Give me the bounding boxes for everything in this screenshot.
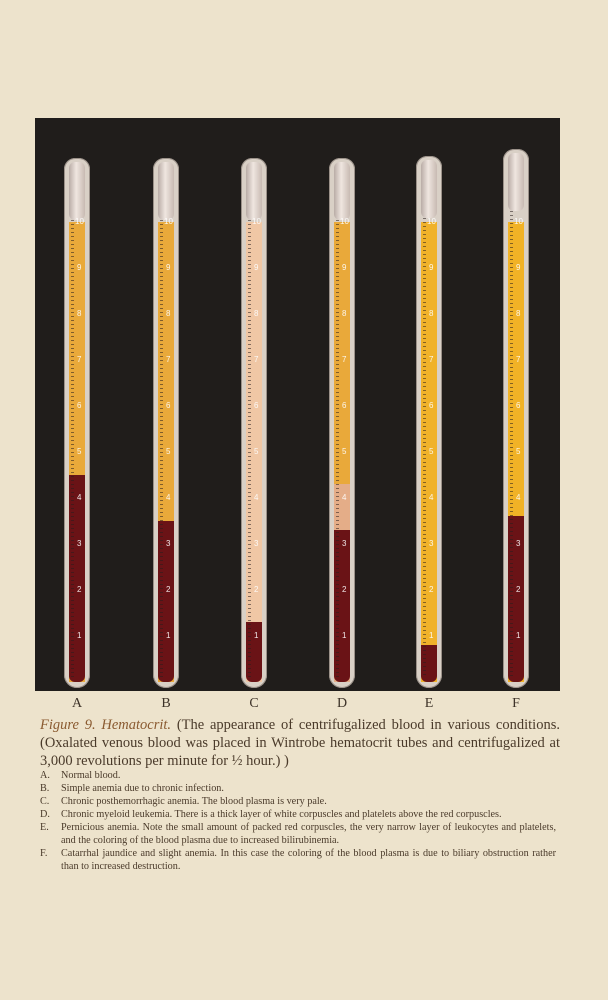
graduation-label: 4 xyxy=(254,493,259,502)
note-text: Pernicious anemia. Note the small amount of packed red corpuscles, the very narrow layer of leukocytes and platelets, and the coloring of the blood plasma due to increased bilirubinemia. xyxy=(61,822,556,846)
graduation-label: 3 xyxy=(254,539,259,548)
note-key: F. xyxy=(40,848,48,859)
note-text: Normal blood. xyxy=(61,770,121,781)
note-text: Simple anemia due to chronic infection. xyxy=(61,783,224,794)
tube-empty-glass xyxy=(246,162,262,220)
graduation-ticks xyxy=(71,220,74,678)
graduation-label: 2 xyxy=(254,585,259,594)
note-text: Catarrhal jaundice and slight anemia. In this case the coloring of the blood plasma is due to biliary obstruction rather than to increased destruction. xyxy=(61,848,556,872)
graduation-label: 9 xyxy=(429,263,434,272)
hematocrit-tube-c xyxy=(241,158,267,688)
note-item xyxy=(40,795,556,808)
graduation-label: 5 xyxy=(166,447,171,456)
graduation-label: 5 xyxy=(77,447,82,456)
graduation-label: 9 xyxy=(516,263,521,272)
graduation-label: 8 xyxy=(429,309,434,318)
tube-empty-glass xyxy=(158,162,174,220)
note-text: Chronic posthemorrhagic anemia. The blood plasma is very pale. xyxy=(61,796,327,807)
note-key: E. xyxy=(40,822,49,833)
graduation-label: 6 xyxy=(429,401,434,410)
graduation-label: 10 xyxy=(252,217,261,226)
graduation-label: 9 xyxy=(254,263,259,272)
graduation-label: 4 xyxy=(166,493,171,502)
graduation-label: 3 xyxy=(429,539,434,548)
graduation-label: 6 xyxy=(254,401,259,410)
graduation-label: 7 xyxy=(254,355,259,364)
graduation-label: 1 xyxy=(166,631,171,640)
hematocrit-tube-d xyxy=(329,158,355,688)
graduation-label: 4 xyxy=(516,493,521,502)
graduation-label: 8 xyxy=(342,309,347,318)
graduation-label: 8 xyxy=(166,309,171,318)
graduation-label: 10 xyxy=(164,217,173,226)
graduation-label: 6 xyxy=(516,401,521,410)
note-key: B. xyxy=(40,783,50,794)
graduation-label: 2 xyxy=(166,585,171,594)
graduation-label: 3 xyxy=(77,539,82,548)
graduation-label: 7 xyxy=(516,355,521,364)
tube-letter-e: E xyxy=(424,696,434,711)
note-text: Chronic myeloid leukemia. There is a thick layer of white corpuscles and platelets above the red corpuscles. xyxy=(61,809,502,820)
graduation-ticks xyxy=(160,220,163,678)
figure-label: Figure 9. Hematocrit. xyxy=(40,717,172,733)
graduation-label: 1 xyxy=(429,631,434,640)
graduation-label: 5 xyxy=(254,447,259,456)
graduation-label: 6 xyxy=(166,401,171,410)
graduation-label: 8 xyxy=(254,309,259,318)
graduation-label: 1 xyxy=(516,631,521,640)
note-item xyxy=(40,821,556,847)
graduation-label: 6 xyxy=(77,401,82,410)
graduation-label: 3 xyxy=(516,539,521,548)
tube-empty-glass xyxy=(334,162,350,220)
graduation-label: 4 xyxy=(77,493,82,502)
graduation-label: 3 xyxy=(342,539,347,548)
graduation-ticks xyxy=(510,211,513,678)
hematocrit-tube-f xyxy=(503,149,529,688)
graduation-label: 7 xyxy=(342,355,347,364)
condition-notes xyxy=(40,769,556,873)
graduation-label: 1 xyxy=(77,631,82,640)
hematocrit-tube-b xyxy=(153,158,179,688)
tube-letter-c: C xyxy=(249,696,259,711)
note-key: A. xyxy=(40,770,50,781)
graduation-label: 10 xyxy=(340,217,349,226)
note-key: C. xyxy=(40,796,50,807)
graduation-label: 10 xyxy=(514,217,523,226)
figure-caption xyxy=(40,716,560,770)
graduation-label: 9 xyxy=(77,263,82,272)
graduation-label: 6 xyxy=(342,401,347,410)
graduation-ticks xyxy=(336,220,339,678)
note-item xyxy=(40,847,556,873)
graduation-label: 10 xyxy=(75,217,84,226)
graduation-label: 1 xyxy=(342,631,347,640)
hematocrit-tube-e xyxy=(416,156,442,688)
graduation-label: 4 xyxy=(342,493,347,502)
graduation-label: 9 xyxy=(342,263,347,272)
note-item xyxy=(40,808,556,821)
graduation-label: 7 xyxy=(166,355,171,364)
note-key: D. xyxy=(40,809,50,820)
tube-letter-f: F xyxy=(512,696,520,711)
graduation-label: 9 xyxy=(166,263,171,272)
tube-letter-d: D xyxy=(336,696,348,711)
graduation-label: 8 xyxy=(77,309,82,318)
hematocrit-plate xyxy=(35,118,560,691)
tube-empty-glass xyxy=(508,153,524,211)
tube-letter-b: B xyxy=(161,696,171,711)
graduation-label: 7 xyxy=(429,355,434,364)
graduation-ticks xyxy=(423,218,426,678)
note-item xyxy=(40,782,556,795)
graduation-label: 3 xyxy=(166,539,171,548)
hematocrit-tube-a xyxy=(64,158,90,688)
graduation-label: 5 xyxy=(516,447,521,456)
graduation-label: 1 xyxy=(254,631,259,640)
graduation-label: 10 xyxy=(427,217,436,226)
graduation-label: 8 xyxy=(516,309,521,318)
graduation-label: 4 xyxy=(429,493,434,502)
graduation-label: 5 xyxy=(429,447,434,456)
graduation-ticks xyxy=(248,220,251,678)
graduation-label: 2 xyxy=(342,585,347,594)
tube-letter-a: A xyxy=(71,696,83,711)
graduation-label: 7 xyxy=(77,355,82,364)
graduation-label: 2 xyxy=(516,585,521,594)
graduation-label: 2 xyxy=(429,585,434,594)
graduation-label: 2 xyxy=(77,585,82,594)
tube-empty-glass xyxy=(69,162,85,220)
tube-empty-glass xyxy=(421,160,437,218)
note-item xyxy=(40,769,556,782)
graduation-label: 5 xyxy=(342,447,347,456)
figure-description: (The appearance of centrifugalized blood in various conditions. (Oxalated venous blood was placed in Wintrobe hematocrit tubes and centrifugalized at 3,000 revolutions per minute for ½ hour.) ) xyxy=(40,717,560,769)
